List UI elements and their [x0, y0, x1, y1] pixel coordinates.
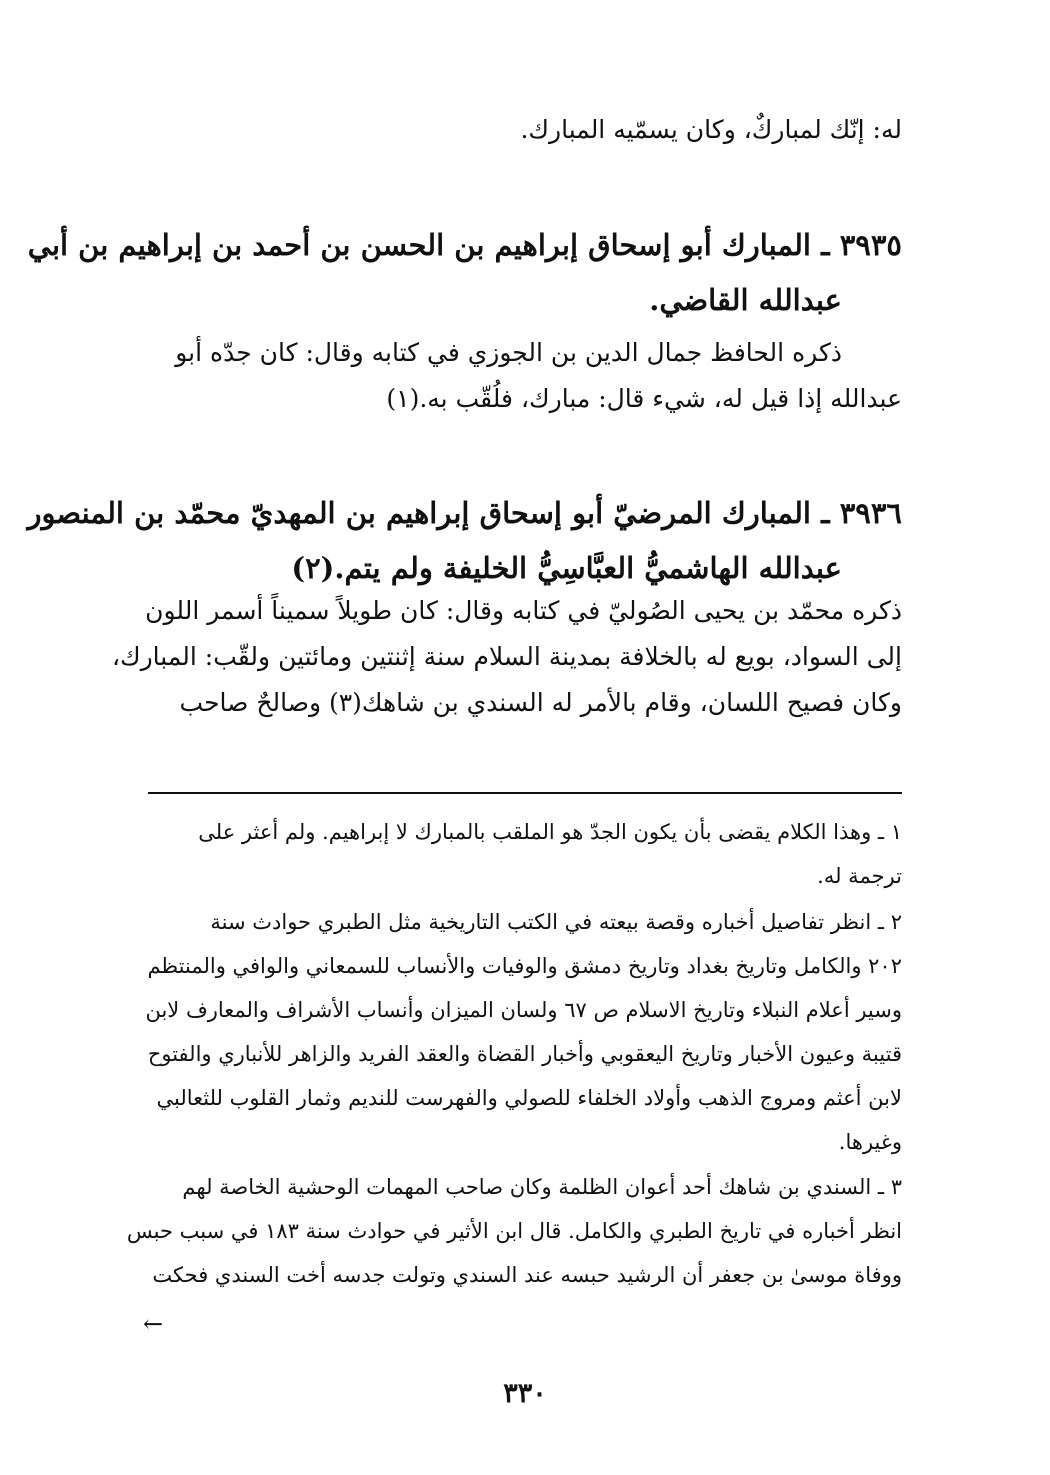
- footnote-line: ١ ـ وهذا الكلام يقضى بأن يكون الجدّ هو الملقب بالمبارك لا إبراهيم. ولم أعثر على: [198, 820, 902, 844]
- entry-3936-heading: [27, 486, 902, 596]
- body-line: عبدالله إذا قيل له، شيء قال: مبارك، فلُقّب به.(١): [386, 384, 902, 413]
- entry-3936-body: [111, 588, 902, 726]
- footnote-line: وغيرها.: [838, 1130, 902, 1154]
- body-line: ذكره محمّد بن يحيى الصُوليّ في كتابه وقال: كان طويلاً سميناً أسمر اللون: [145, 596, 902, 625]
- footnote-line: ترجمة له.: [817, 864, 902, 888]
- footnote-line: انظر أخباره في تاريخ الطبري والكامل. قال ابن الأثير في حوادث سنة ١٨٣ في سبب حبس: [126, 1219, 902, 1243]
- body-line: إلى السواد، بويع له بالخلافة بمدينة السلام سنة إثنتين ومائتين ولقّب: المبارك،: [111, 642, 902, 671]
- entry-3935-body: [147, 330, 902, 422]
- footnote-line: ٢ ـ انظر تفاصيل أخباره وقصة بيعته في الكتب التاريخية مثل الطبري حوادث سنة: [210, 910, 902, 934]
- continued-arrow-icon: ←: [143, 1310, 164, 1338]
- footnote-1: [147, 810, 902, 898]
- footnote-3: [126, 1165, 902, 1297]
- body-line: وكان فصيح اللسان، وقام بالأمر له السندي بن شاهك(٣) وصالحٌ صاحب: [179, 688, 902, 717]
- heading-line: عبدالله القاضي.: [649, 283, 842, 317]
- heading-line: عبدالله الهاشميُّ العبَّاسِيُّ الخليفة ولم يتم.(٢): [291, 551, 842, 585]
- footnote-line: قتيبة وعيون الأخبار وتاريخ اليعقوبي وأخبار القضاة والعقد الفريد والزاهر للأنباري والفتوح: [147, 1042, 902, 1066]
- footnote-line: ووفاة موسىٰ بن جعفر أن الرشيد حبسه عند السندي وتولت جدسه أخت السندي فحكت: [152, 1263, 902, 1287]
- footnote-line: لابن أعثم ومروج الذهب وأولاد الخلفاء للصولي والفهرست للنديم وثمار القلوب للثعالبي: [156, 1086, 902, 1110]
- footnote-line: ٣ ـ السندي بن شاهك أحد أعوان الظلمة وكان صاحب المهمات الوحشية الخاصة لهم: [182, 1175, 902, 1199]
- footnote-separator: [148, 792, 902, 794]
- body-line: ذكره الحافظ جمال الدين بن الجوزي في كتابه وقال: كان جدّه أبو: [175, 338, 842, 367]
- continuation-text: له: إنّك لمباركٌ، وكان يسمّيه المبارك.: [520, 115, 902, 144]
- entry-3935-heading: [27, 218, 902, 328]
- heading-line: ٣٩٣٥ ـ المبارك أبو إسحاق إبراهيم بن الحسن بن أحمد بن إبراهيم بن أبي: [27, 228, 902, 262]
- heading-line: ٣٩٣٦ ـ المبارك المرضيّ أبو إسحاق إبراهيم بن المهديّ محمّد بن المنصور: [27, 496, 902, 530]
- footnote-line: وسير أعلام النبلاء وتاريخ الاسلام ص ٦٧ ولسان الميزان وأنساب الأشراف والمعارف لابن: [145, 998, 902, 1022]
- footnote-line: ٢٠٢ والكامل وتاريخ بغداد وتاريخ دمشق والوفيات والأنساب للسمعاني والوافي والمنتظم: [147, 954, 902, 978]
- footnote-2: [147, 900, 902, 1164]
- page-number: ٣٣٠: [503, 1378, 547, 1409]
